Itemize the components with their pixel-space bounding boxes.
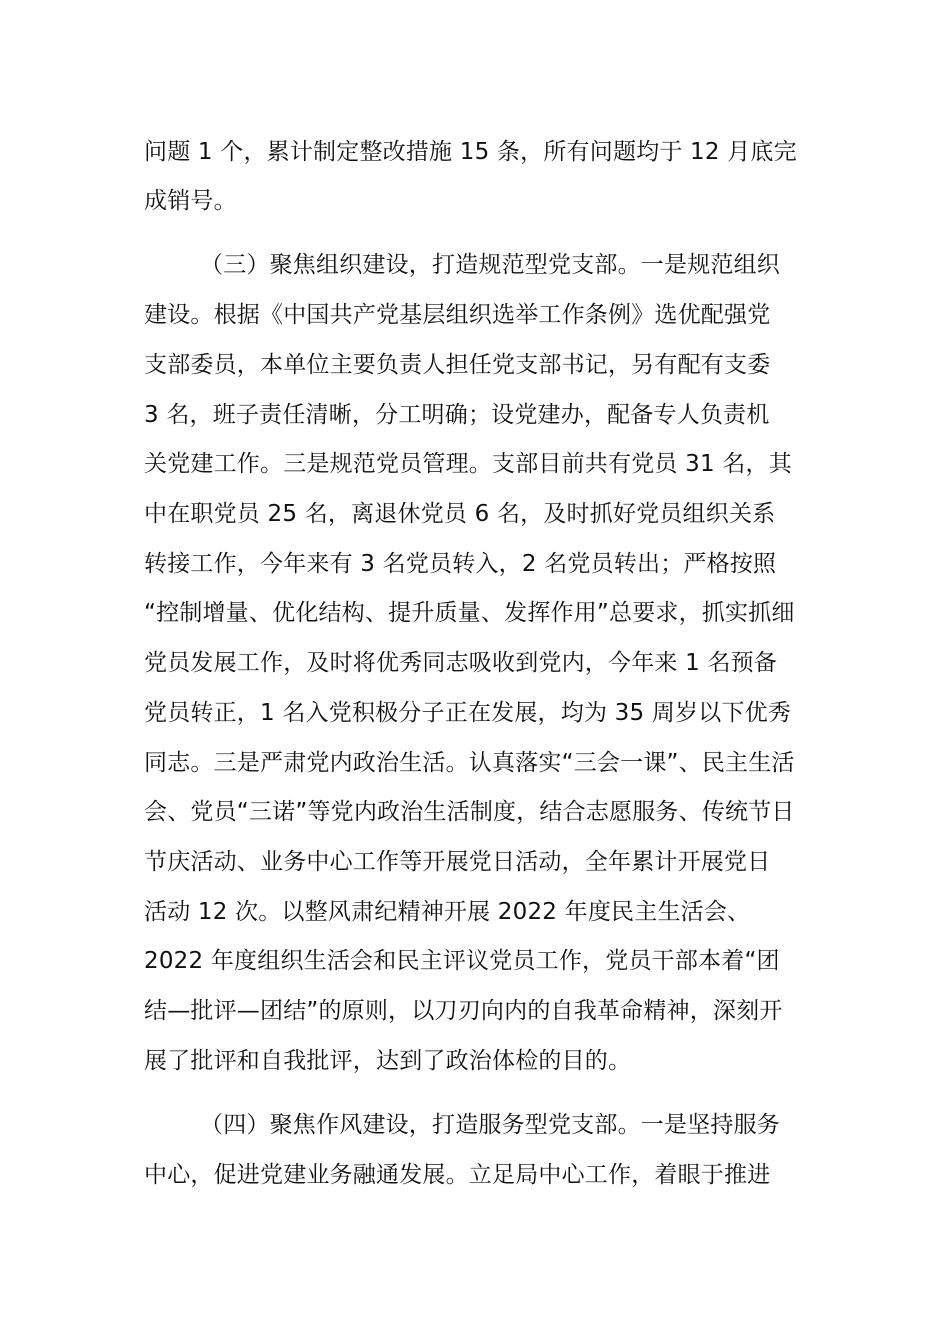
text-line: 成销号。	[144, 188, 237, 214]
text-line: 结—批评—团结”的原则，以刀刃向内的自我革命精神，深刻开	[144, 998, 783, 1024]
text-line: 问题 1 个，累计制定整改措施 15 条，所有问题均于 12 月底完	[144, 139, 797, 165]
text-line: 展了批评和自我批评，达到了政治体检的目的。	[144, 1048, 632, 1074]
text-line: 建设。根据《中国共产党基层组织选举工作条例》选优配强党	[144, 302, 771, 328]
text-line: 支部委员，本单位主要负责人担任党支部书记，另有配有支委	[144, 352, 771, 378]
text-line: 中在职党员 25 名，离退休党员 6 名，及时抓好党员组织关系	[144, 501, 776, 527]
text-line: 关党建工作。三是规范党员管理。支部目前共有党员 31 名，其	[144, 451, 792, 477]
text-line: 转接工作，今年来有 3 名党员转入，2 名党员转出；严格按照	[144, 551, 777, 577]
section-heading-4: （四）聚焦作风建设，打造服务型党支部。一是坚持服务	[200, 1112, 780, 1138]
text-line: 2022 年度组织生活会和民主评议党员工作，党员干部本着“团	[144, 948, 780, 974]
text-line: 党员发展工作，及时将优秀同志吸收到党内，今年来 1 名预备	[144, 650, 778, 676]
text-line: 3 名，班子责任清晰，分工明确；设党建办，配备专人负责机	[144, 402, 770, 428]
text-line: “控制增量、优化结构、提升质量、发挥作用”总要求，抓实抓细	[144, 600, 795, 626]
text-line: 党员转正，1 名入党积极分子正在发展，均为 35 周岁以下优秀	[144, 700, 792, 726]
text-line: 活动 12 次。以整风肃纪精神开展 2022 年度民主生活会、	[144, 899, 751, 925]
section-heading-3: （三）聚焦组织建设，打造规范型党支部。一是规范组织	[200, 252, 780, 278]
text-line: 中心，促进党建业务融通发展。立足局中心工作，着眼于推进	[144, 1162, 771, 1188]
text-line: 同志。三是严肃党内政治生活。认真落实“三会一课”、民主生活	[144, 750, 795, 776]
text-line: 节庆活动、业务中心工作等开展党日活动，全年累计开展党日	[144, 849, 771, 875]
text-line: 会、党员“三诺”等党内政治生活制度，结合志愿服务、传统节日	[144, 799, 795, 825]
